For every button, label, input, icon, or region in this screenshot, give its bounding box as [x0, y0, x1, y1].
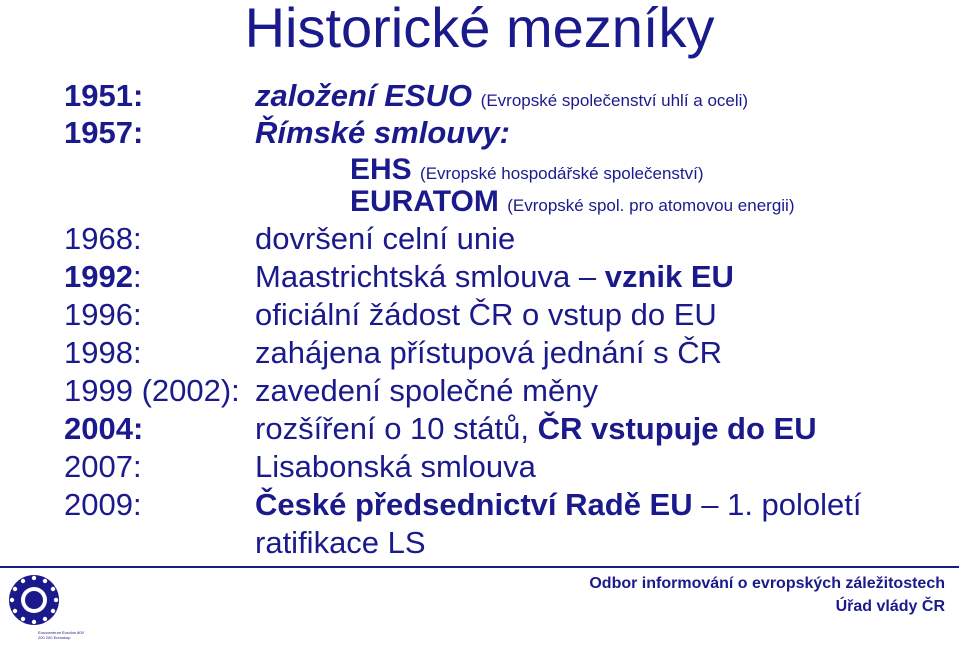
timeline-event: založení ESUO (Evropské společenství uhlí a oceli) [255, 78, 749, 113]
timeline-row-1957 [64, 114, 949, 152]
timeline-sub-euratom: EURATOM (Evropské spol. pro atomovou energii) [350, 185, 795, 218]
timeline-row-1996 [64, 296, 949, 334]
timeline-year: 2009: [64, 487, 142, 522]
timeline-event: Maastrichtská smlouva – vznik EU [255, 259, 734, 294]
timeline-year: 1992: [64, 259, 142, 294]
timeline-event: dovršení celní unie [255, 221, 516, 256]
timeline-event: Lisabonská smlouva [255, 449, 536, 484]
timeline-year: 2004: [64, 411, 144, 446]
footer-divider [0, 566, 959, 568]
timeline-note: (Evropské spol. pro atomovou energii) [507, 196, 795, 215]
timeline-event: ratifikace LS [255, 525, 426, 560]
timeline-sub-ehs: EHS (Evropské hospodářské společenství) [350, 153, 704, 186]
government-office-name: Úřad vlády ČR [835, 598, 945, 615]
office-name: Odbor informování o evropských záležitostech [589, 575, 945, 592]
timeline-event: rozšíření o 10 států, ČR vstupuje do EU [255, 411, 817, 446]
timeline-row-2007 [64, 448, 949, 486]
timeline-row-1968 [64, 220, 949, 258]
timeline-event: oficiální žádost ČR o vstup do EU [255, 297, 717, 332]
timeline-year: 1951: [64, 78, 144, 113]
timeline-event: Římské smlouvy: [255, 115, 510, 150]
timeline-event: zavedení společné měny [255, 373, 598, 408]
page-title: Historické mezníky [244, 0, 715, 59]
timeline-row-1992 [64, 258, 949, 296]
timeline-row-ratification [64, 524, 949, 562]
timeline-row-2009 [64, 486, 949, 524]
timeline-year: 1999 (2002): [64, 373, 240, 408]
timeline-year: 1968: [64, 221, 142, 256]
timeline-year: 1998: [64, 335, 142, 370]
timeline-note: (Evropské společenství uhlí a oceli) [480, 91, 749, 110]
timeline-year: 1957: [64, 115, 144, 150]
timeline-year: 2007: [64, 449, 142, 484]
timeline-row-1951 [64, 77, 949, 115]
timeline-event: zahájena přístupová jednání s ČR [255, 335, 723, 370]
timeline-row-2004 [64, 410, 949, 448]
logo-caption: Eurocentrum Eurofon 800 200 200 Euroskop [38, 630, 84, 640]
timeline-row-1999 [64, 372, 949, 410]
timeline-row-1998 [64, 334, 949, 372]
timeline-year: 1996: [64, 297, 142, 332]
timeline-note: (Evropské hospodářské společenství) [420, 164, 704, 183]
timeline-event: České předsednictví Radě EU – 1. pololetí [255, 487, 862, 522]
